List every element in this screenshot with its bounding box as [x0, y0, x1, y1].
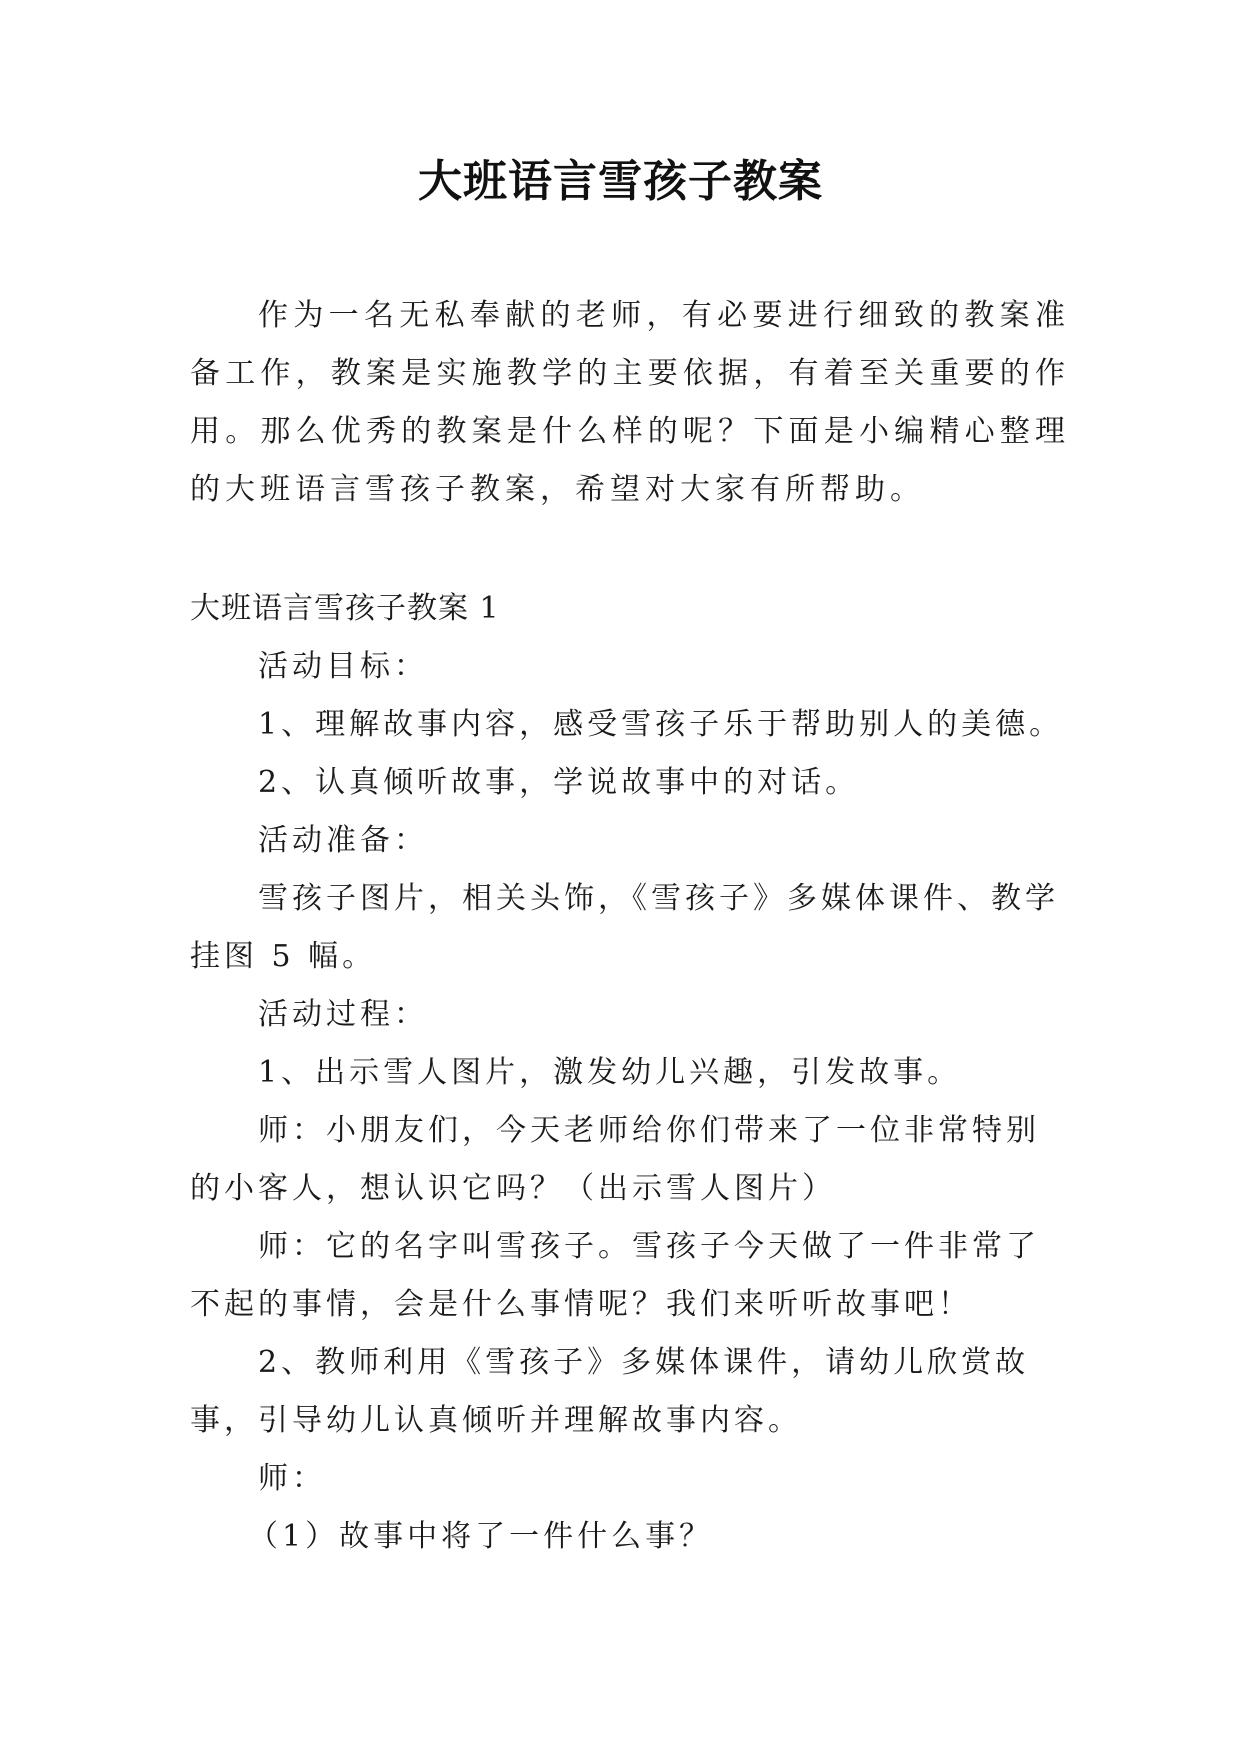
- paragraph-goal-2: 2、认真倾听故事，学说故事中的对话。: [258, 765, 860, 800]
- paragraph-activity-prep: 活动准备：: [258, 823, 428, 858]
- paragraph-goal-1: 1、理解故事内容，感受雪孩子乐于帮助别人的美德。: [258, 707, 1064, 742]
- intro-paragraph: 作为一名无私奉献的老师，有必要进行细致的教案准备工作，教案是实施教学的主要依据，有着至关重要的作用。那么优秀的教案是什么样的呢？下面是小编精心整理的大班语言雪孩子教案，希望对大家有所帮助。: [190, 298, 1070, 507]
- paragraph-activity-process: 活动过程：: [258, 997, 428, 1032]
- paragraph-teacher-2: 师：它的名字叫雪孩子。雪孩子今天做了一件非常了不起的事情，会是什么事情呢？我们来听听故事吧！: [190, 1229, 1040, 1322]
- paragraph-prep-materials: 雪孩子图片，相关头饰，《雪孩子》多媒体课件、教学挂图 5 幅。: [190, 881, 1059, 974]
- paragraph-teacher-1: 师：小朋友们，今天老师给你们带来了一位非常特别的小客人，想认识它吗？（出示雪人图片）: [190, 1113, 1040, 1206]
- document-title: 大班语言雪孩子教案: [418, 156, 823, 207]
- paragraph-step-1: 1、出示雪人图片，激发幼儿兴趣，引发故事。: [258, 1055, 962, 1090]
- paragraph-teacher-3: 师：: [258, 1461, 326, 1496]
- section-heading: 大班语言雪孩子教案 1: [190, 591, 500, 626]
- paragraph-activity-goals: 活动目标：: [258, 649, 428, 684]
- paragraph-step-2: 2、教师利用《雪孩子》多媒体课件，请幼儿欣赏故事，引导幼儿认真倾听并理解故事内容。: [190, 1345, 1030, 1438]
- lesson-body: [190, 580, 1070, 1566]
- paragraph-question-1: （1）故事中将了一件什么事？: [248, 1519, 714, 1554]
